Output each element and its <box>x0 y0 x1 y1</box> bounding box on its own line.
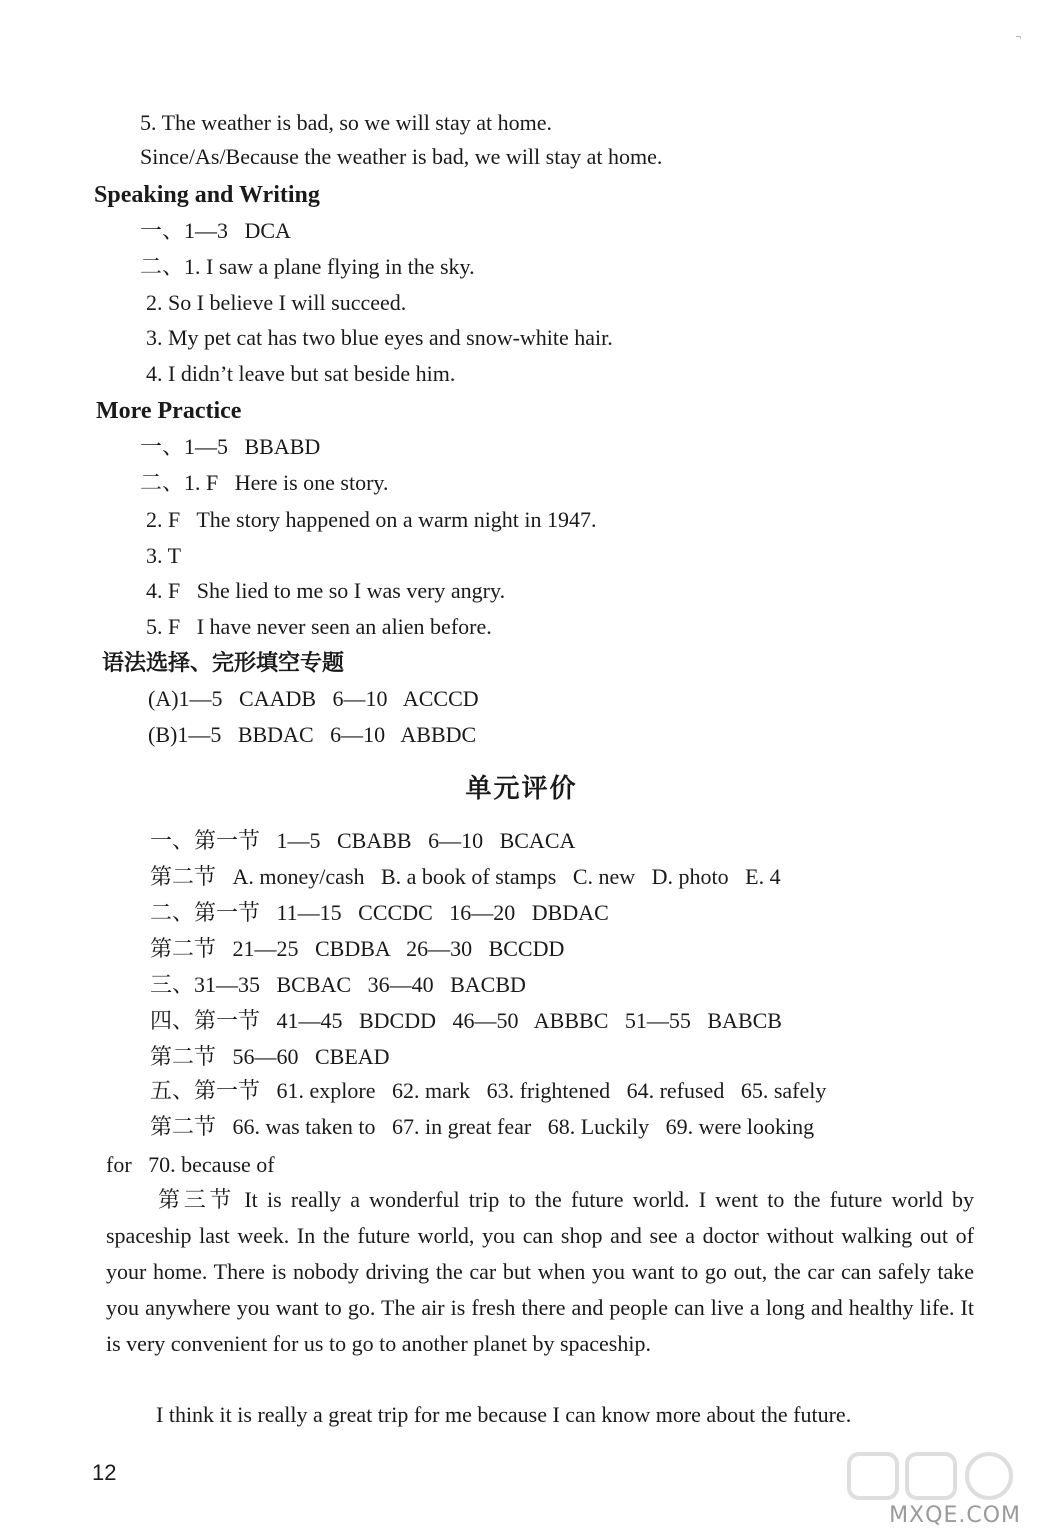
answer-line: 二、1. F Here is one story. <box>140 470 389 495</box>
answer-line: 四、第一节 41—45 BDCDD 46—50 ABBBC 51—55 BABCB <box>150 1008 782 1033</box>
answer-line: 一、1—3 DCA <box>140 218 291 243</box>
answer-line: 一、1—5 BBABD <box>140 434 321 459</box>
answer-line: 5. The weather is bad, so we will stay at home. <box>140 110 552 135</box>
answer-line: (B)1—5 BBDAC 6—10 ABBDC <box>148 722 477 747</box>
answer-line: 第二节 21—25 CBDBA 26—30 BCCDD <box>150 936 565 961</box>
answer-line: 三、31—35 BCBAC 36—40 BACBD <box>150 972 526 997</box>
unit-title: 单元评价 <box>465 774 578 803</box>
answer-line: 二、1. I saw a plane flying in the sky. <box>140 254 475 279</box>
section-heading: More Practice <box>96 398 242 424</box>
answer-line: 4. F She lied to me so I was very angry. <box>146 578 506 603</box>
answer-line: 第二节 56—60 CBEAD <box>150 1044 390 1069</box>
page-number: 12 <box>92 1460 117 1485</box>
section-heading: Speaking and Writing <box>94 182 320 208</box>
answer-line: 2. F The story happened on a warm night in 1947. <box>146 507 597 532</box>
answer-line: (A)1—5 CAADB 6—10 ACCCD <box>148 686 479 711</box>
answer-line: 五、第一节 61. explore 62. mark 63. frightened 64. refused 65. safely <box>150 1078 827 1103</box>
answer-line: 2. So I believe I will succeed. <box>146 290 407 315</box>
essay-paragraph: 第三节 It is really a wonderful trip to the future world. I went to the future world by spaceship last week. In the future world, you can shop and see a doctor without walking out of your home. There is nobody driving the car but when you want to go out, the car can safely take you anywhere you want to go. The air is fresh there and people can live a long and healthy life. It is very convenient for us to go to another planet by spaceship. <box>106 1187 974 1356</box>
section-heading: 语法选择、完形填空专题 <box>102 650 345 675</box>
closing-line: I think it is really a great trip for me because I can know more about the future. <box>156 1402 852 1427</box>
answer-line: 第二节 66. was taken to 67. in great fear 68. Luckily 69. were looking <box>150 1114 815 1139</box>
watermark-text: MXQE.COM <box>889 1503 1021 1528</box>
answer-line: 一、第一节 1—5 CBABB 6—10 BCACA <box>150 828 576 853</box>
answer-line: 3. My pet cat has two blue eyes and snow-white hair. <box>146 325 613 350</box>
answer-line: 3. T <box>146 543 182 568</box>
answer-line: 5. F I have never seen an alien before. <box>146 614 492 639</box>
answer-line: 二、第一节 11—15 CCCDC 16—20 DBDAC <box>150 900 609 925</box>
answer-line: for 70. because of <box>106 1152 275 1177</box>
corner-mark: ¬ <box>1015 32 1021 43</box>
answer-line: 4. I didn’t leave but sat beside him. <box>146 361 456 386</box>
answer-line: 第二节 A. money/cash B. a book of stamps C. new D. photo E. 4 <box>150 864 781 889</box>
answer-line: Since/As/Because the weather is bad, we will stay at home. <box>140 144 663 169</box>
